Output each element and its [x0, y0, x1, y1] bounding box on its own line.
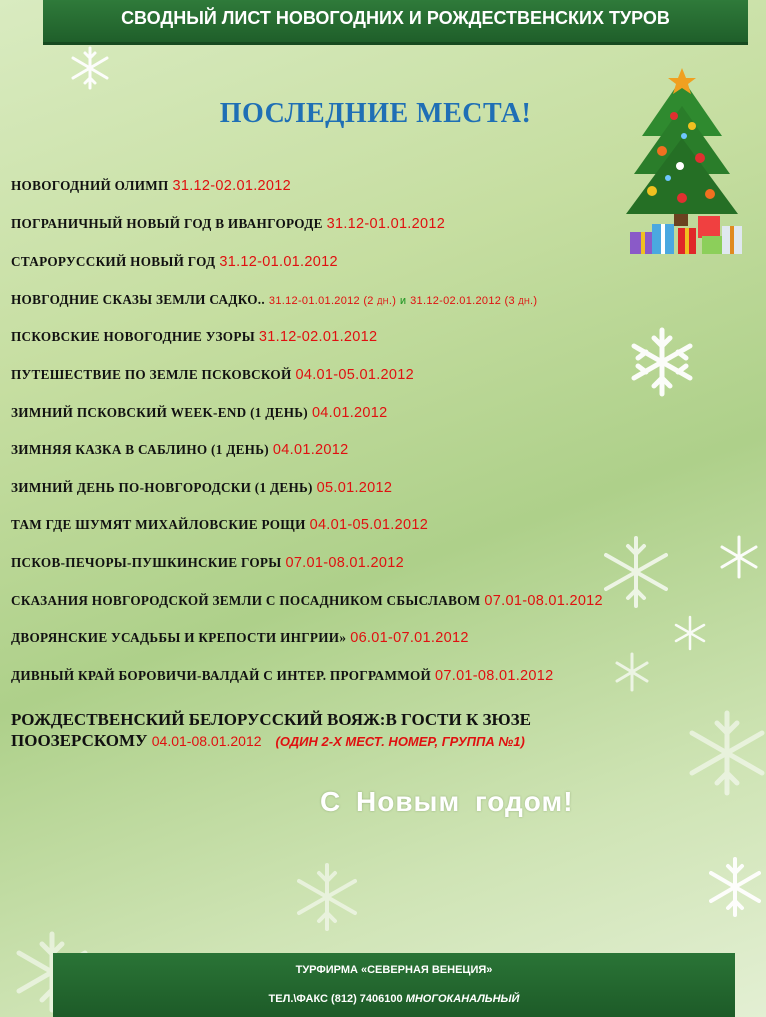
tour-item [11, 593, 603, 610]
snowflake-icon [716, 534, 762, 580]
tour-date: 31.12-01.01.2012 (2 дн.) [268, 295, 397, 307]
tour-date: 31.12-01.01.2012 [326, 216, 446, 232]
greeting: С Новым годом! [320, 786, 574, 817]
tour-item [11, 178, 291, 195]
tour-item [11, 555, 404, 572]
tour-name: ПОГРАНИЧНЫЙ НОВЫЙ ГОД В ИВАНГОРОДЕ [11, 216, 323, 231]
headline [0, 98, 766, 130]
featured-tour-line1: РОЖДЕСТВЕНСКИЙ БЕЛОРУССКИЙ ВОЯЖ:В ГОСТИ К ЗЮЗЕ [11, 710, 531, 729]
header-title: СВОДНЫЙ ЛИСТ НОВОГОДНИХ И РОЖДЕСТВЕНСКИХ ТУРОВ [43, 0, 748, 45]
tour-item [11, 668, 554, 685]
tour-date: 05.01.2012 [316, 480, 393, 496]
tour-item [11, 405, 388, 422]
snowflake-icon [672, 615, 708, 651]
tour-name: СКАЗАНИЯ НОВГОРОДСКОЙ ЗЕМЛИ С ПОСАДНИКОМ СБЫСЛАВОМ [11, 593, 481, 608]
tour-name: СТАРОРУССКИЙ НОВЫЙ ГОД [11, 254, 216, 269]
tour-name: ДВОРЯНСКИЕ УСАДЬБЫ И КРЕПОСТИ ИНГРИИ» [11, 630, 347, 645]
footer-phone-note: МНОГОКАНАЛЬНЫЙ [405, 993, 520, 1005]
snowflake-icon [66, 44, 114, 92]
christmas-tree-icon [622, 66, 746, 256]
tour-item [11, 442, 348, 459]
tour-name: ТАМ ГДЕ ШУМЯТ МИХАЙЛОВСКИЕ РОЩИ [11, 517, 306, 532]
tour-date: 04.01-05.01.2012 [309, 517, 429, 533]
tour-date: 07.01-08.01.2012 [435, 668, 554, 684]
footer-phone: ТЕЛ.\ФАКС (812) 7406100 [268, 993, 403, 1005]
tour-item [11, 480, 392, 497]
snowflake-icon [598, 534, 674, 610]
tour-date: 07.01-08.01.2012 [484, 593, 603, 609]
footer-contact [53, 993, 735, 1005]
tour-item [11, 517, 428, 534]
tour-date: 06.01-07.01.2012 [350, 630, 469, 646]
tour-name: ПСКОВ-ПЕЧОРЫ-ПУШКИНСКИЕ ГОРЫ [11, 555, 282, 570]
tour-conjunction: и [400, 295, 407, 307]
snowflake-icon [612, 652, 652, 692]
featured-tour-line2-row [11, 730, 711, 752]
tour-name: ПСКОВСКИЕ НОВОГОДНИЕ УЗОРЫ [11, 329, 255, 344]
tour-date: 07.01-08.01.2012 [285, 555, 404, 571]
tour-name: ЗИМНИЙ ПСКОВСКИЙ WEEK-END (1 ДЕНЬ) [11, 405, 308, 420]
tour-name: НОВОГОДНИЙ ОЛИМП [11, 178, 169, 193]
tour-date: 31.12-02.01.2012 [172, 178, 291, 194]
tour-name: ДИВНЫЙ КРАЙ БОРОВИЧИ-ВАЛДАЙ С ИНТЕР. ПРОГРАММОЙ [11, 668, 432, 683]
tour-name: ЗИМНИЙ ДЕНЬ ПО-НОВГОРОДСКИ (1 ДЕНЬ) [11, 480, 313, 495]
tour-date: 31.12-02.01.2012 [258, 329, 378, 345]
footer [53, 953, 735, 1017]
tour-name: ПУТЕШЕСТВИЕ ПО ЗЕМЛЕ ПСКОВСКОЙ [11, 367, 292, 382]
tour-item [11, 329, 377, 346]
featured-tour-date: 04.01-08.01.2012 [151, 733, 262, 749]
featured-tour [11, 709, 711, 752]
tour-item [11, 216, 445, 233]
footer-company: ТУРФИРМА «СЕВЕРНАЯ ВЕНЕЦИЯ» [295, 964, 493, 976]
tour-date: 04.01.2012 [272, 442, 349, 458]
tour-name: ЗИМНЯЯ КАЗКА В САБЛИНО (1 ДЕНЬ) [11, 442, 269, 457]
snowflake-icon [704, 856, 766, 918]
tour-item [11, 630, 469, 647]
snowflake-icon [292, 862, 362, 932]
featured-tour-note: (ОДИН 2-Х МЕСТ. НОМЕР, ГРУППА №1) [275, 734, 525, 749]
headline-text: ПОСЛЕДНИЕ МЕСТА! [219, 98, 532, 129]
tour-date: 04.01.2012 [311, 405, 388, 421]
featured-tour-line2: ПООЗЕРСКОМУ [11, 731, 148, 750]
tour-item [11, 292, 537, 309]
tour-name: НОВГОДНИЕ СКАЗЫ ЗЕМЛИ САДКО.. [11, 292, 265, 307]
tour-date: 31.12-01.01.2012 [219, 254, 338, 270]
tour-item [11, 367, 414, 384]
tour-date: 31.12-02.01.2012 (3 дн.) [410, 295, 538, 307]
tour-date: 04.01-05.01.2012 [295, 367, 414, 383]
tour-item [11, 254, 338, 271]
snowflake-icon [626, 326, 698, 398]
